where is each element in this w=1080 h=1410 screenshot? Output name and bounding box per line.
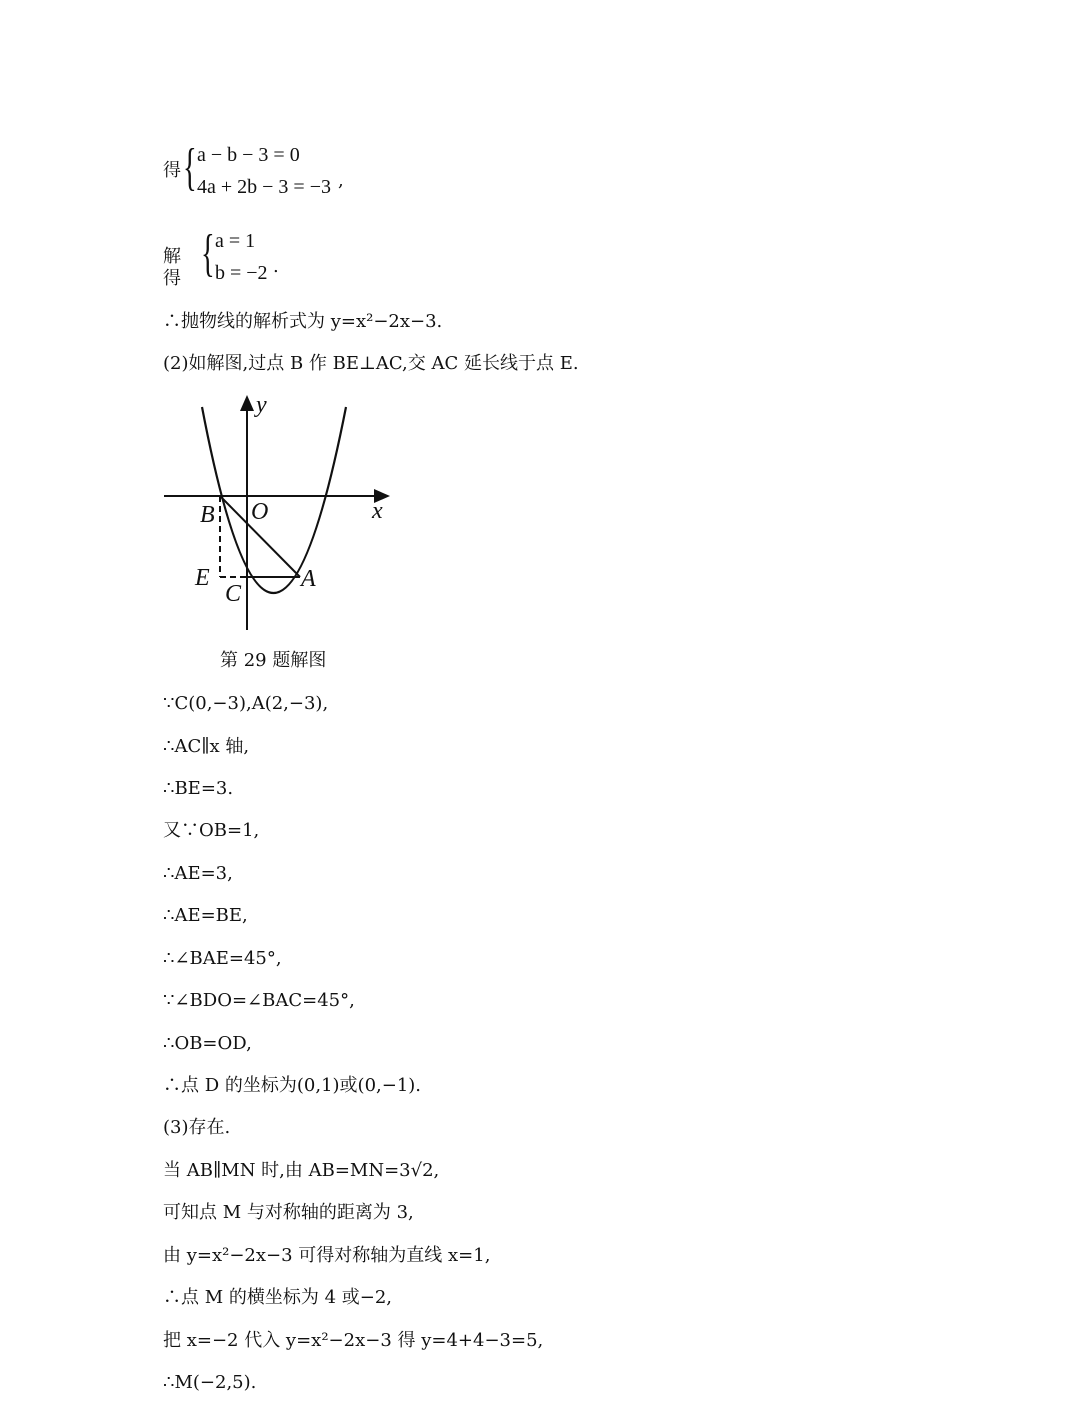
text-line: ∵∠BDO=∠BAC=45°,	[163, 990, 355, 1011]
system-tail: .	[273, 256, 279, 277]
text-line: ∴OB=OD,	[163, 1033, 252, 1054]
text-line: 又∵OB=1,	[163, 820, 260, 841]
text-line: (3)存在.	[163, 1117, 231, 1138]
text-line: ∴M(−2,5).	[163, 1372, 257, 1393]
label-a: A	[301, 566, 316, 592]
label-y: y	[256, 392, 267, 418]
text-line: 可知点 M 与对称轴的距离为 3,	[163, 1202, 414, 1223]
system-tail: ,	[338, 170, 344, 191]
text-line: ∴∠BAE=45°,	[163, 948, 282, 969]
system-lead: 解得	[163, 246, 181, 289]
equation-line: b = −2	[215, 262, 268, 284]
text-line: ∴AE=3,	[163, 863, 233, 884]
label-b: B	[200, 502, 215, 528]
parabola-figure	[150, 385, 410, 635]
text-line: ∵C(0,−3),A(2,−3),	[163, 693, 329, 714]
label-c: C	[225, 581, 242, 607]
equation-line: a = 1	[215, 230, 256, 252]
text-line: (2)如解图,过点 B 作 BE⊥AC,交 AC 延长线于点 E.	[163, 353, 579, 374]
system-lead: 得	[163, 160, 181, 181]
text-line: ∴BE=3.	[163, 778, 234, 799]
figure-caption: 第 29 题解图	[220, 650, 327, 671]
text-line: ∴抛物线的解析式为 y=x²−2x−3.	[163, 311, 443, 332]
left-brace: {	[183, 139, 197, 196]
y-axis-arrow	[240, 395, 254, 411]
equation-line: 4a + 2b − 3 = −3	[197, 176, 331, 198]
text-line: 由 y=x²−2x−3 可得对称轴为直线 x=1,	[163, 1245, 491, 1266]
text-line: 把 x=−2 代入 y=x²−2x−3 得 y=4+4−3=5,	[163, 1330, 544, 1351]
label-o: O	[251, 499, 269, 525]
text-line: ∴AE=BE,	[163, 905, 248, 926]
text-line: 当 AB∥MN 时,由 AB=MN=3√2,	[163, 1160, 440, 1181]
text-line: ∴点 D 的坐标为(0,1)或(0,−1).	[163, 1075, 422, 1096]
label-x: x	[372, 498, 383, 524]
text-line: ∴AC∥x 轴,	[163, 736, 250, 757]
equation-line: a − b − 3 = 0	[197, 144, 300, 166]
left-brace: {	[201, 225, 215, 282]
label-e: E	[195, 565, 210, 591]
text-line: ∴点 M 的横坐标为 4 或−2,	[163, 1287, 393, 1308]
